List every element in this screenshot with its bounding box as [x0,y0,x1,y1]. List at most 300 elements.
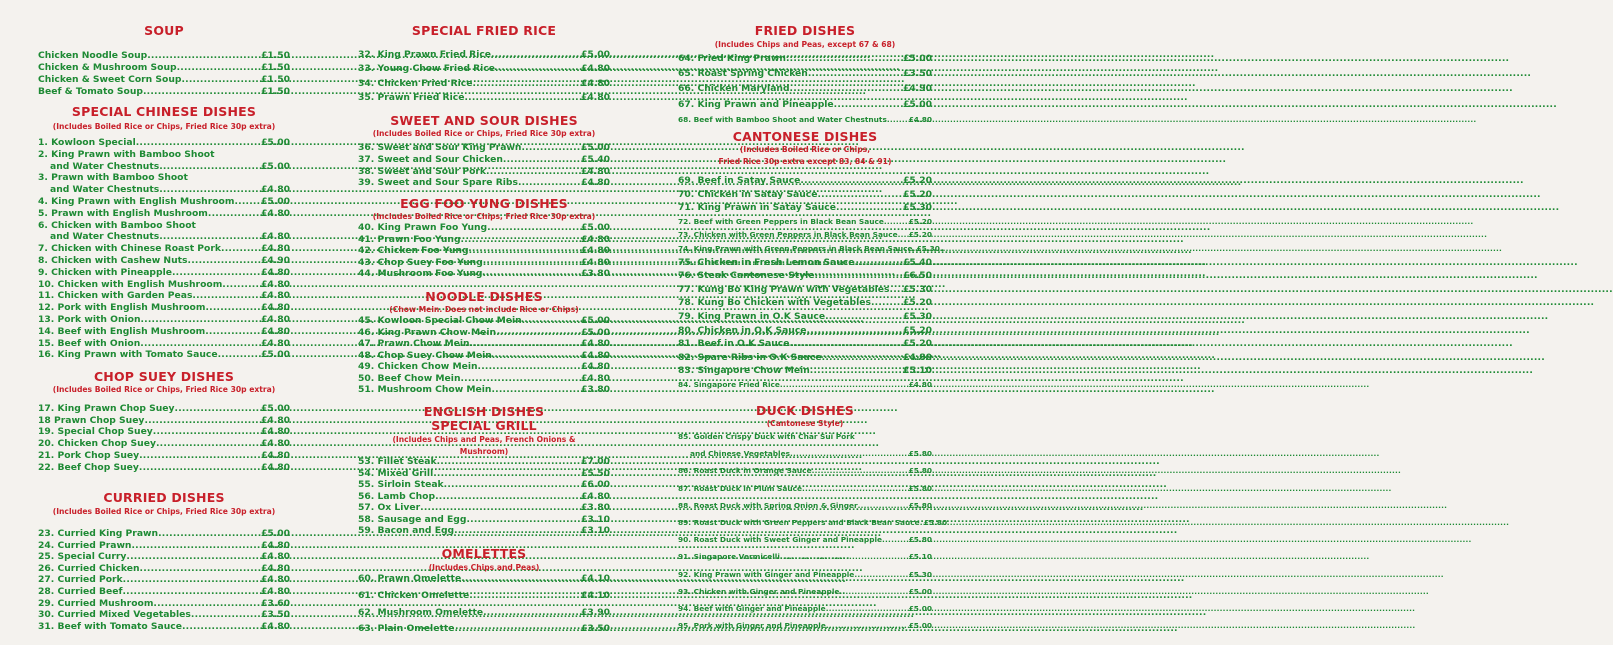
menu-item-price: £4.80 [260,539,290,551]
dot-leader [898,230,909,240]
menu-item-price: £4.80 [260,231,290,243]
section-title-fried: FRIED DISHES [754,23,856,38]
menu-item-name: 33. Young Chow Fried Rice [358,63,496,75]
menu-item [678,312,932,322]
menu-item-name: 12. Pork with English Mushroom [38,302,206,314]
menu-item [678,176,932,186]
menu-item [38,75,290,85]
menu-item-name: 48. Chop Suey Chow Mein [358,349,492,361]
menu-item-price: £5.00 [908,586,932,596]
menu-item-name: 78. Kung Bo Chicken with Vegetables [678,297,871,309]
dot-leader [147,51,261,61]
dot-leader [139,463,261,473]
menu-item [678,230,932,240]
dot-leader [836,203,903,213]
menu-item-price: £5.00 [580,49,610,60]
menu-item [678,366,932,376]
dot-leader [521,143,581,153]
dot-leader [808,69,903,79]
dot-leader [483,258,581,268]
section-title-duck: DUCK DISHES [756,403,854,418]
menu-item-name: 73. Chicken with Green Peppers in Black Bean Sauce [678,230,898,240]
menu-item [38,541,290,551]
dot-leader [153,427,261,437]
menu-item [38,138,290,148]
menu-item [38,232,290,242]
menu-item-name: 32. King Prawn Fried Rice [358,49,492,60]
menu-item [358,574,610,584]
menu-item-name: 75. Chicken in Fresh Lemon Sauce [678,256,855,268]
menu-item-name: 51. Mushroom Chow Mein [358,384,492,395]
menu-item-price: £4.80 [260,290,290,302]
menu-item-name: 47. Prawn Chow Mein [358,338,470,349]
menu-item-price: £1.50 [260,86,290,97]
menu-item-name: 90. Roast Duck with Sweet Ginger and Pineapple [678,535,883,545]
menu-item-price: £4.80 [260,314,290,325]
menu-item [38,51,290,61]
menu-item [678,54,932,64]
dot-leader [159,232,261,242]
menu-item [678,244,940,254]
dot-leader [140,315,260,325]
menu-item [358,469,610,479]
menu-item-price: £4.10 [580,589,610,601]
menu-item [358,50,610,60]
section-title-special-chinese: SPECIAL CHINESE DISHES [71,104,257,119]
menu-item-name: 66. Chicken Maryland [678,83,790,95]
menu-item-name: 35. Prawn Fried Rice [358,91,465,103]
dot-leader [882,535,909,545]
menu-item [358,155,610,165]
menu-item [678,339,932,349]
menu-item-price: £4.80 [260,426,290,438]
menu-item [678,203,932,213]
menu-item-name: 49. Chicken Chow Mein [358,361,478,372]
dot-leader [834,100,903,110]
menu-item-name: 38. Sweet and Sour Pork [358,165,487,177]
menu-item [678,604,932,614]
section-note-cantonese-2: Fried Rice 30p extra except 83, 84 & 91) [718,157,892,166]
menu-item [38,427,290,437]
dot-leader [472,79,580,89]
menu-item-name: 92. King Prawn with Ginger and Pineapple [678,569,855,579]
dot-leader [420,503,581,513]
menu-item [38,87,290,97]
menu-item-price: £5.20 [902,324,932,336]
menu-item [358,316,610,326]
section-note-egg-foo-yung: (Includes Boiled Rice or Chips, Fried Rice 30p extra) [372,212,596,221]
menu-item-name-continued: and Water Chestnuts [50,160,160,172]
dot-leader [172,268,261,278]
menu-item-name: Chicken & Mushroom Soup [38,62,177,73]
dot-leader [208,209,261,219]
menu-item-name: 69. Beef in Satay Sauce [678,175,801,186]
dot-leader [234,197,260,207]
menu-item-name: 60. Prawn Omelette [358,573,462,584]
menu-item [678,484,932,494]
menu-item-price: £3.50 [902,68,932,80]
menu-item-name: 54. Mixed Grill [358,467,434,479]
menu-item-name: 77. Kung Bo King Prawn with Vegetables [678,283,890,295]
menu-item-name: 71. King Prawn in Satay Sauce [678,202,836,214]
menu-item [38,416,290,426]
dot-leader [890,285,903,295]
menu-item-price: £4.80 [580,361,610,372]
menu-item [38,268,290,278]
dot-leader [144,416,261,426]
menu-item-price: £5.30 [902,283,932,295]
menu-item-price: £4.80 [580,77,610,89]
section-title-english: ENGLISH DISHES [423,404,545,419]
menu-item-price: £6.00 [580,479,610,490]
dot-leader [466,515,580,525]
menu-item-price: £5.80 [908,449,932,459]
menu-item-price: £5.00 [580,326,610,338]
menu-item [678,621,932,631]
menu-item [358,339,610,349]
section-title-special-grill: SPECIAL GRILL [431,418,537,433]
section-note-noodle: (Chow Mein. Does not include Rice or Chips) [389,305,579,314]
menu-item-name: 3. Prawn with Bamboo Shoot [38,172,188,184]
dot-leader [454,526,581,536]
menu-item-name: 18 Prawn Chop Suey [38,414,145,426]
menu-item-name: 67. King Prawn and Pineapple [678,98,834,110]
menu-item-name: 34. Chicken Fried Rice [358,77,473,89]
menu-item-price: £4.80 [260,325,290,337]
menu-item-price: £6.50 [902,270,932,282]
menu-item [678,326,932,336]
menu-item [678,84,932,94]
menu-item-name: 85. Golden Crispy Duck with Char Sui Pork [678,432,855,441]
dot-leader [789,339,902,349]
menu-item-price: £4.80 [260,586,290,597]
dot-leader [437,457,581,467]
menu-item-name: 10. Chicken with English Mushroom [38,278,223,290]
menu-item [678,466,932,476]
menu-item-price: £1.50 [260,62,290,73]
dot-leader [136,138,261,148]
menu-item-name: 81. Beef in O.K Sauce [678,338,790,350]
menu-item-price: £5.80 [908,466,932,476]
menu-item [358,328,610,338]
menu-item [358,246,610,256]
menu-item-name: 83. Singapore Chow Mein [678,365,810,377]
menu-item-price: £7.00 [580,456,610,467]
menu-item [38,63,290,73]
dot-leader [854,258,902,268]
menu-item-price: £5.00 [260,403,290,414]
menu-item [678,587,932,597]
dot-leader [435,492,581,502]
section-note-curried: (Includes Boiled Rice or Chips, Fried Rice 30p extra) [52,507,276,516]
menu-item-price: £5.20 [908,216,932,226]
menu-item [358,269,610,279]
menu-item [678,271,932,281]
menu-item-name: 65. Roast Spring Chicken [678,68,808,80]
menu-item-price: £4.80 [580,256,610,268]
menu-item-price: £4.80 [580,177,610,189]
dot-leader [802,484,909,494]
menu-item-name: 93. Chicken with Ginger and Pineapple [678,586,840,596]
menu-item [38,291,290,301]
menu-item-price: £4.80 [260,243,290,255]
menu-item-name: 21. Pork Chop Suey [38,449,140,461]
menu-item-name: 42. Chicken Foo Yung [358,245,469,256]
menu-item-name: 6. Chicken with Bamboo Shoot [38,219,196,231]
section-title-noodle: NOODLE DISHES [425,289,543,304]
menu-item [38,197,290,207]
dot-leader [218,350,261,360]
menu-item [358,526,610,536]
menu-item-name: 87. Roast Duck in Plum Sauce [678,483,803,493]
menu-item-price: £4.90 [260,255,290,266]
menu-item-name: 53. Fillet Steak [358,456,437,467]
dot-leader [454,624,580,634]
menu-item-price: £3.90 [580,606,610,618]
menu-item [678,217,932,227]
menu-item-name: 74. King Prawn with Green Peppers in Black Bean Sauce [678,244,913,253]
dot-leader [464,93,580,103]
section-note-fried: (Includes Chips and Peas, except 67 & 68) [714,40,896,49]
menu-item-price: £5.80 [908,483,932,493]
menu-item [38,587,290,597]
menu-item-name: 13. Pork with Onion [38,314,141,325]
menu-item-name: 62. Mushroom Omelette [358,606,484,618]
menu-item-price: £4.80 [260,461,290,473]
menu-item [358,608,610,618]
dot-leader [205,327,261,337]
menu-item [358,591,610,601]
menu-item [358,374,610,384]
menu-item-price: £4.80 [260,620,290,632]
dot-leader [487,223,581,233]
menu-item-name: 22. Beef Chop Suey [38,461,139,473]
dot-leader [854,570,908,580]
menu-item [358,624,610,634]
menu-item-price: £5.00 [260,160,290,172]
menu-item-name: 30. Curried Mixed Vegetables [38,609,191,621]
menu-item [678,353,932,363]
menu-item-name: 27. Curried Pork [38,574,123,586]
menu-item [358,457,610,467]
menu-item [358,167,610,177]
menu-item-name: 25. Special Curry [38,551,127,563]
dot-leader [839,587,908,597]
dot-leader [469,246,581,256]
menu-item-name: 76. Steak Cantonese Style [678,270,815,282]
menu-item-price: £5.00 [908,621,932,631]
menu-item [38,439,290,449]
menu-item-name: 16. King Prawn with Tomato Sauce [38,349,218,361]
menu-item-name: 31. Beef with Tomato Sauce [38,620,182,632]
dot-leader [159,185,261,195]
menu-item-price: £3.60 [260,597,290,609]
dot-leader [139,451,261,461]
dot-leader [143,87,261,97]
menu-item [678,518,948,528]
menu-item-price: £5.80 [908,500,932,510]
menu-item-name: 28. Curried Beef [38,586,123,597]
menu-item-price: £5.40 [580,153,610,165]
menu-item-price: £5.30 [902,202,932,214]
menu-item [678,115,932,125]
dot-leader [182,622,261,632]
menu-item [38,209,290,219]
menu-item-price: £4.80 [902,351,932,363]
dot-leader [181,75,260,85]
menu-item-name: 9. Chicken with Pineapple [38,266,172,278]
menu-item-price: £4.10 [580,573,610,584]
section-title-egg-foo-yung: EGG FOO YUNG DISHES [400,196,568,211]
menu-item-price: £4.80 [260,562,290,574]
menu-item [38,280,290,290]
menu-item [38,162,290,172]
menu-item [38,303,290,313]
menu-item [358,223,610,233]
dot-leader [871,298,903,308]
menu-item-price: £4.90 [902,83,932,95]
menu-item-name: 17. King Prawn Chop Suey [38,403,175,414]
dot-leader [460,374,580,384]
menu-item-name: 86. Roast Duck in Orange Sauce [678,466,812,476]
menu-item-price: £4.80 [580,91,610,103]
dot-leader [122,587,261,597]
menu-item-price: £4.80 [908,114,932,124]
menu-item-price: £4.80 [580,490,610,502]
menu-item-price: £5.00 [260,349,290,361]
menu-item-price: £5.00 [580,222,610,233]
menu-item [358,64,610,74]
dot-leader [433,469,581,479]
dot-leader [790,84,903,94]
menu-item [358,492,610,502]
menu-item-price: £4.80 [260,438,290,450]
menu-item [358,515,610,525]
dot-leader [492,351,581,361]
menu-item-name: 29. Curried Mushroom [38,597,154,609]
menu-item-price: £4.80 [580,165,610,177]
dot-leader [478,362,581,372]
menu-item-price: £4.80 [580,245,610,256]
menu-item-price: £4.80 [260,551,290,563]
dot-leader [482,269,580,279]
menu-item-name: 4. King Prawn with English Mushroom [38,196,235,207]
menu-item-name: 91. Singapore Vermicelli [678,552,780,562]
menu-item [38,256,290,266]
menu-item [38,315,290,325]
menu-item-name: 64. Fried King Prawn [678,53,786,64]
menu-item-price: £4.80 [580,233,610,245]
dot-leader [817,190,903,200]
menu-item-price: £3.80 [580,268,610,279]
menu-item-price: £4.80 [260,449,290,461]
menu-item-name-continued: and Water Chestnuts [50,231,160,243]
menu-item [38,244,290,254]
menu-item [358,503,610,513]
dot-leader [790,449,909,459]
dot-leader [156,439,261,449]
menu-item-name: 37. Sweet and Sour Chicken [358,153,503,165]
menu-item-name: 14. Beef with English Mushroom [38,325,206,337]
menu-item-price: £5.20 [902,338,932,350]
menu-item-name: 72. Beef with Green Peppers in Black Bean Sauce [678,216,884,226]
dot-leader [812,466,909,476]
dot-leader [786,54,903,64]
menu-item-price: £5.20 [908,230,932,240]
menu-item [678,380,932,390]
dot-leader [495,64,581,74]
dot-leader [461,235,581,245]
menu-item-price: £1.50 [260,74,290,85]
menu-item-name: 88. Roast Duck with Spring Onion & Ginger [678,500,858,510]
menu-item [358,480,610,490]
menu-item-price: £4.80 [580,349,610,361]
menu-item [678,570,932,580]
menu-item-name: 36. Sweet and Sour King Prawn [358,142,522,153]
menu-item [678,258,932,268]
menu-item-name: 89. Roast Duck with Green Peppers and Black Bean Sauce [678,518,920,527]
menu-item [38,552,290,562]
dot-leader [444,480,581,490]
menu-item-price: £4.80 [260,266,290,278]
dot-leader [826,604,909,614]
dot-leader [810,366,903,376]
menu-item-name: 5. Prawn with English Mushroom [38,207,208,219]
menu-item [38,451,290,461]
section-note-duck: (Cantonese Style) [766,419,844,428]
menu-item-price: £5.10 [908,552,932,562]
menu-item-name: 15. Beef with Onion [38,337,141,349]
menu-item-price: £5.20 [902,175,932,186]
section-title-cantonese: CANTONESE DISHES [732,129,878,144]
menu-item-name: 1. Kowloon Special [38,137,136,148]
menu-item-price: £5.30 [916,244,940,253]
menu-item [38,622,290,632]
menu-item-name: 26. Curried Chicken [38,562,140,574]
menu-item [358,178,610,188]
dot-leader [140,339,261,349]
menu-item-name: 46. King Prawn Chow Mein [358,326,497,338]
menu-item-price: £5.30 [908,569,932,579]
menu-item [678,535,932,545]
menu-item-price: £1.50 [260,50,290,61]
menu-item-name-continued: and Chinese Vegetables [690,449,790,459]
dot-leader [177,63,261,73]
dot-leader [884,217,909,227]
menu-item-name: 55. Sirloin Steak [358,479,444,490]
menu-item [678,298,932,308]
menu-item-price: £4.80 [260,184,290,196]
menu-item-price: £4.80 [580,63,610,75]
section-note-omelettes: (Includes Chips and Peas) [428,563,540,572]
menu-item-price: £4.80 [260,302,290,314]
menu-item-name: 24. Curried Prawn [38,539,132,551]
section-note-english-2: Mushroom) [459,447,509,456]
menu-item-name: 39. Sweet and Sour Spare Ribs [358,177,518,189]
menu-item [38,529,290,539]
menu-item-price: £5.00 [580,315,610,326]
menu-item-price: £5.00 [260,528,290,539]
dot-leader [491,385,580,395]
menu-item-price: £5.50 [580,467,610,479]
menu-item [678,69,932,79]
dot-leader [807,326,903,336]
menu-item [358,79,610,89]
menu-item-name: Chicken & Sweet Corn Soup [38,74,182,85]
dot-leader [461,574,581,584]
dot-leader [191,610,261,620]
menu-item-name-continued: and Water Chestnuts [50,184,160,196]
